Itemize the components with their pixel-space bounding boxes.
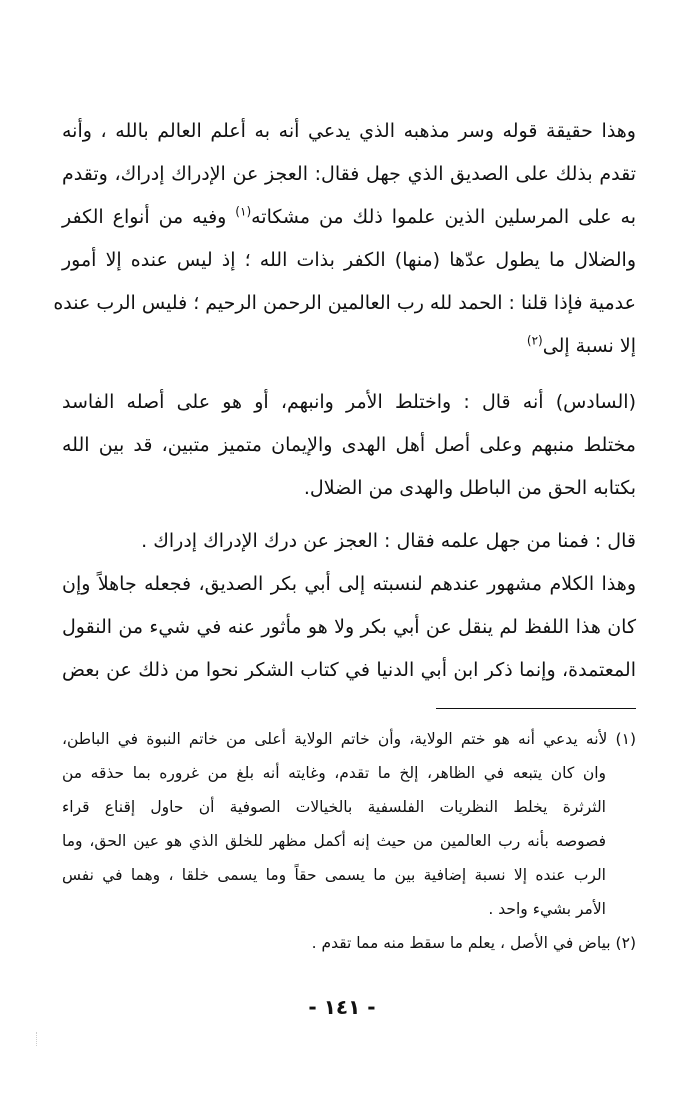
- footnote-2: [62, 926, 636, 960]
- text-line: قال : فمنا من جهل علمه فقال : العجز عن درك الإدراك إدراك .: [141, 530, 636, 552]
- footnote-line: فصوصه بأنه رب العالمين من حيث إنه أكمل مظهر للخلق الذي هو عين الحق، وما: [62, 832, 606, 850]
- text-line: وهذا حقيقة قوله وسر مذهبه الذي يدعي أنه به أعلم العالم بالله ، وأنه: [62, 120, 636, 142]
- footnote-line: (١) لأنه يدعي أنه هو ختم الولاية، وأن خاتم الولاية أعلى من خاتم النبوة في الباطن،: [62, 730, 636, 748]
- text-line: [62, 325, 636, 368]
- text-line: تقدم بذلك على الصديق الذي جهل فقال: العجز عن الإدراك إدراك، وتقدم: [62, 163, 636, 185]
- text-segment: إلا نسبة إلى: [542, 335, 636, 357]
- footnote-line: (٢) بياض في الأصل ، يعلم ما سقط منه مما تقدم .: [311, 934, 636, 952]
- footnotes: [62, 722, 636, 960]
- footnote-1: [62, 722, 636, 926]
- page-number: - ١٤١ -: [308, 995, 376, 1019]
- text-segment: به على المرسلين الذين علموا ذلك من مشكاته: [251, 206, 636, 228]
- text-line: [62, 196, 636, 239]
- footnote-line: وان كان يتبعه في الظاهر، إلخ ما تقدم، وغايته أنه بلغ من غروره بما حذقه من: [62, 764, 606, 782]
- text-line: المعتمدة، وإنما ذكر ابن أبي الدنيا في كتاب الشكر نحوا من ذلك عن بعض: [62, 659, 636, 681]
- footnote-line: الرب عنده إلا نسبة إضافية بين ما يسمى حقاً وما يسمى خلقا ، وهما في نفس: [62, 866, 606, 884]
- text-line: عدمية فإذا قلنا : الحمد لله رب العالمين الرحمن الرحيم ؛ فليس الرب عنده: [53, 292, 636, 314]
- footnote-line: الأمر بشيء واحد .: [488, 900, 606, 918]
- text-segment: وفيه من أنواع الكفر: [62, 206, 236, 228]
- footnote-reference-1: (١): [235, 204, 252, 219]
- footnote-reference-2: (٢): [526, 333, 543, 348]
- text-line: (السادس) أنه قال : واختلط الأمر وانبهم، أو هو على أصله الفاسد: [62, 391, 636, 413]
- margin-mark: [36, 1032, 37, 1046]
- footnote-separator: [436, 708, 636, 709]
- text-line: كان هذا اللفظ لم ينقل عن أبي بكر ولا هو مأثور عنه في شيء من النقول: [62, 616, 636, 638]
- text-line: والضلال ما يطول عدّها (منها) الكفر بذات الله ؛ إذ ليس عنده إلا أمور: [62, 249, 636, 271]
- footnote-line: الثرثرة يخلط النظريات الفلسفية بالخيالات الصوفية أن حاول إقناع قراء: [62, 798, 606, 816]
- text-line: بكتابه الحق من الباطل والهدى من الضلال.: [303, 477, 636, 499]
- paragraph-2: [62, 381, 636, 510]
- text-line: مختلط منبهم وعلى أصل أهل الهدى والإيمان متميز متبين، قد بين الله: [62, 434, 636, 456]
- paragraph-3: [62, 520, 636, 692]
- paragraph-1: [53, 110, 636, 368]
- text-line: وهذا الكلام مشهور عندهم لنسبته إلى أبي بكر الصديق، فجعله جاهلاً وإن: [62, 573, 636, 595]
